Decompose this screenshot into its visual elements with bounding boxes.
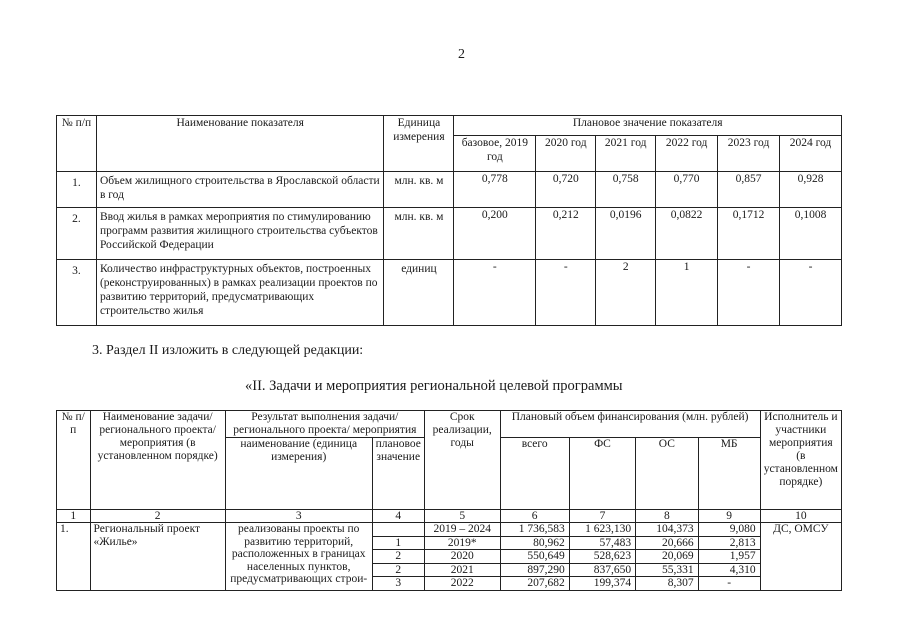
row-fs: 199,374 — [569, 577, 635, 591]
header-task: Наименование задачи/ регионального проекта/ мероприятия (в установленном порядке) — [90, 411, 225, 510]
row-os: 20,069 — [636, 550, 698, 564]
row-total: 207,682 — [500, 577, 569, 591]
row-num: 2. — [57, 208, 97, 260]
row-term: 2019 – 2024 — [424, 523, 500, 537]
row-term: 2020 — [424, 550, 500, 564]
section-instruction: 3. Раздел II изложить в следующей редакции: — [92, 343, 364, 358]
row-value: 0,1712 — [718, 208, 780, 260]
row-value: 0,770 — [656, 172, 718, 208]
column-index: 3 — [225, 510, 372, 523]
tasks-table — [56, 410, 842, 591]
column-index: 8 — [636, 510, 698, 523]
column-index: 4 — [372, 510, 424, 523]
table-row — [57, 172, 842, 208]
row-unit: единиц — [384, 260, 454, 326]
row-plan: 3 — [372, 577, 424, 591]
column-index: 10 — [760, 510, 841, 523]
row-fs: 837,650 — [569, 563, 635, 577]
row-result: реализованы проекты по развитию территорий, расположенных в границах населенных пунктов, предусматривающих строи- — [225, 523, 372, 591]
row-num: 1. — [57, 172, 97, 208]
header-result-name: наименование (единица измерения) — [225, 438, 372, 510]
row-plan: 1 — [372, 536, 424, 550]
row-total: 1 736,583 — [500, 523, 569, 537]
row-mb: - — [698, 577, 760, 591]
row-os: 20,666 — [636, 536, 698, 550]
row-unit: млн. кв. м — [384, 172, 454, 208]
row-value: - — [536, 260, 596, 326]
row-num: 1. — [57, 523, 91, 591]
row-plan: 2 — [372, 550, 424, 564]
row-plan: 2 — [372, 563, 424, 577]
row-task: Региональный проект «Жилье» — [90, 523, 225, 591]
row-num: 3. — [57, 260, 97, 326]
row-total: 80,962 — [500, 536, 569, 550]
header-fin-os: ОС — [636, 438, 698, 510]
header-name: Наименование показателя — [96, 116, 384, 172]
row-base: 0,778 — [454, 172, 536, 208]
row-os: 104,373 — [636, 523, 698, 537]
header-executor: Исполнитель и участники мероприятия (в установленном порядке) — [760, 411, 841, 510]
row-base: 0,200 — [454, 208, 536, 260]
table-row — [57, 523, 842, 537]
row-value: 0,720 — [536, 172, 596, 208]
header-base: базовое, 2019 год — [454, 136, 536, 172]
header-year: 2024 год — [780, 136, 842, 172]
row-fs: 528,623 — [569, 550, 635, 564]
header-term: Срок реализации, годы — [424, 411, 500, 510]
row-fs: 1 623,130 — [569, 523, 635, 537]
row-value: 2 — [596, 260, 656, 326]
section-heading: «II. Задачи и мероприятия региональной целевой программы — [245, 378, 623, 394]
row-value: 0,758 — [596, 172, 656, 208]
row-executor: ДС, ОМСУ — [760, 523, 841, 591]
header-year: 2020 год — [536, 136, 596, 172]
header-year: 2023 год — [718, 136, 780, 172]
row-value: 0,0196 — [596, 208, 656, 260]
row-mb: 1,957 — [698, 550, 760, 564]
row-os: 8,307 — [636, 577, 698, 591]
page-number: 2 — [458, 47, 465, 62]
header-num: № п/п — [57, 116, 97, 172]
header-result-plan: плановое значение — [372, 438, 424, 510]
row-value: - — [718, 260, 780, 326]
header-year: 2021 год — [596, 136, 656, 172]
header-fin-mb: МБ — [698, 438, 760, 510]
column-index: 7 — [569, 510, 635, 523]
column-index: 6 — [500, 510, 569, 523]
row-name: Количество инфраструктурных объектов, построенных (реконструированных) в рамках реализации проектов по развитию территорий, предусматривающих строительство жилья — [96, 260, 384, 326]
row-value: - — [780, 260, 842, 326]
row-fs: 57,483 — [569, 536, 635, 550]
column-index: 5 — [424, 510, 500, 523]
row-term: 2019* — [424, 536, 500, 550]
row-unit: млн. кв. м — [384, 208, 454, 260]
row-value: 0,0822 — [656, 208, 718, 260]
header-year: 2022 год — [656, 136, 718, 172]
table-row — [57, 208, 842, 260]
row-term: 2022 — [424, 577, 500, 591]
header-num: № п/п — [57, 411, 91, 510]
row-mb: 9,080 — [698, 523, 760, 537]
header-fin-total: всего — [500, 438, 569, 510]
row-value: 0,928 — [780, 172, 842, 208]
row-plan — [372, 523, 424, 537]
header-planned: Плановое значение показателя — [454, 116, 842, 136]
row-value: 0,1008 — [780, 208, 842, 260]
row-total: 897,290 — [500, 563, 569, 577]
table-row — [57, 260, 842, 326]
row-term: 2021 — [424, 563, 500, 577]
row-name: Ввод жилья в рамках мероприятия по стимулированию программ развития жилищного строительства субъектов Российской Федерации — [96, 208, 384, 260]
column-index-row — [57, 510, 842, 523]
header-fin-fs: ФС — [569, 438, 635, 510]
row-mb: 4,310 — [698, 563, 760, 577]
header-result: Результат выполнения задачи/ регионального проекта/ мероприятия — [225, 411, 424, 438]
row-value: 1 — [656, 260, 718, 326]
row-name: Объем жилищного строительства в Ярославской области в год — [96, 172, 384, 208]
header-finance: Плановый объем финансирования (млн. рублей) — [500, 411, 760, 438]
header-unit: Единица измерения — [384, 116, 454, 172]
row-mb: 2,813 — [698, 536, 760, 550]
indicators-table — [56, 115, 842, 326]
column-index: 2 — [90, 510, 225, 523]
row-os: 55,331 — [636, 563, 698, 577]
column-index: 9 — [698, 510, 760, 523]
row-value: 0,212 — [536, 208, 596, 260]
column-index: 1 — [57, 510, 91, 523]
row-base: - — [454, 260, 536, 326]
row-total: 550,649 — [500, 550, 569, 564]
row-value: 0,857 — [718, 172, 780, 208]
